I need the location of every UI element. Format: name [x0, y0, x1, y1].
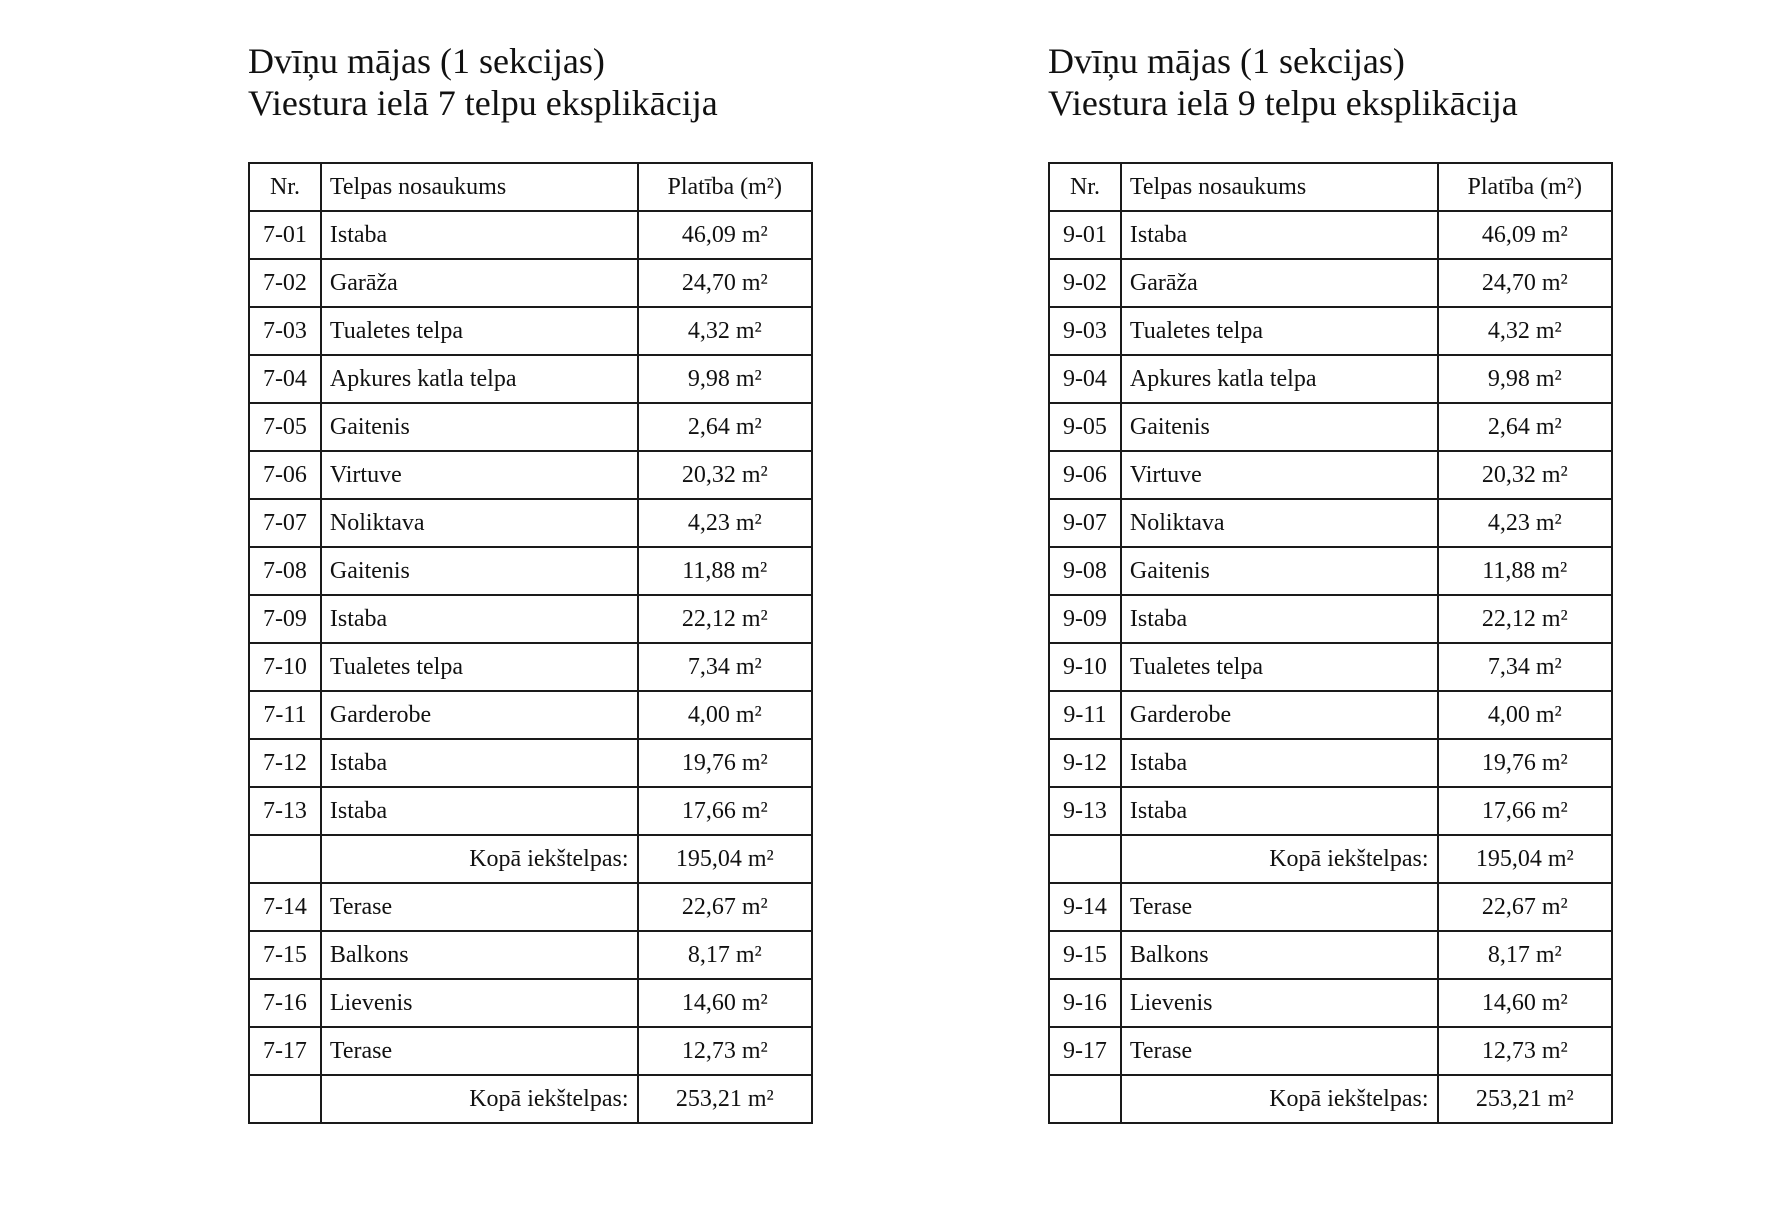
table-row: [249, 739, 812, 787]
room-area-cell: 4,00 m²: [638, 691, 813, 739]
room-name-cell: Tualetes telpa: [1121, 307, 1438, 355]
explication-title: [248, 40, 718, 124]
room-number-cell: 7-05: [249, 403, 321, 451]
table-row: [1049, 883, 1612, 931]
explication-block-house-9: [1048, 40, 1582, 1112]
room-number-cell: 7-01: [249, 211, 321, 259]
room-area-cell: 46,09 m²: [1438, 211, 1613, 259]
room-number-cell: 7-04: [249, 355, 321, 403]
room-name-cell: Terase: [321, 883, 638, 931]
title-line-1: Dvīņu mājas (1 sekcijas): [248, 41, 605, 81]
room-number-cell: 9-17: [1049, 1027, 1121, 1075]
table-row: [249, 307, 812, 355]
room-name-cell: Tualetes telpa: [321, 643, 638, 691]
room-area-cell: 8,17 m²: [1438, 931, 1613, 979]
room-number-cell: 9-16: [1049, 979, 1121, 1027]
table-row: [249, 883, 812, 931]
room-number-cell: 9-12: [1049, 739, 1121, 787]
room-name-cell: Istaba: [1121, 211, 1438, 259]
title-line-1: Dvīņu mājas (1 sekcijas): [1048, 41, 1405, 81]
total-area-cell: 253,21 m²: [1438, 1075, 1613, 1123]
room-number-cell: [249, 1075, 321, 1123]
room-name-cell: Tualetes telpa: [321, 307, 638, 355]
room-number-cell: 9-06: [1049, 451, 1121, 499]
room-name-cell: Istaba: [321, 739, 638, 787]
room-number-cell: 7-12: [249, 739, 321, 787]
room-number-cell: [1049, 835, 1121, 883]
room-area-cell: 4,23 m²: [638, 499, 813, 547]
room-number-cell: 7-08: [249, 547, 321, 595]
room-area-cell: 11,88 m²: [1438, 547, 1613, 595]
column-header-nr: Nr.: [1049, 163, 1121, 211]
room-area-cell: 19,76 m²: [638, 739, 813, 787]
room-number-cell: 7-03: [249, 307, 321, 355]
room-name-cell: Istaba: [321, 787, 638, 835]
room-number-cell: 7-06: [249, 451, 321, 499]
room-number-cell: 7-09: [249, 595, 321, 643]
table-row: [249, 1027, 812, 1075]
column-header-area: Platība (m²): [638, 163, 813, 211]
room-number-cell: 9-05: [1049, 403, 1121, 451]
room-number-cell: 9-02: [1049, 259, 1121, 307]
table-row: [1049, 355, 1612, 403]
table-row: [1049, 931, 1612, 979]
table-row: [1049, 691, 1612, 739]
room-number-cell: 9-15: [1049, 931, 1121, 979]
table-row: [1049, 643, 1612, 691]
title-line-2: Viestura ielā 9 telpu eksplikācija: [1048, 83, 1518, 123]
table-total-row: [1049, 835, 1612, 883]
room-name-cell: Terase: [1121, 883, 1438, 931]
room-name-cell: Terase: [321, 1027, 638, 1075]
table-row: [1049, 1027, 1612, 1075]
total-label-cell: Kopā iekštelpas:: [1121, 835, 1438, 883]
room-name-cell: Istaba: [321, 595, 638, 643]
room-name-cell: Garderobe: [321, 691, 638, 739]
table-row: [1049, 547, 1612, 595]
table-row: [1049, 499, 1612, 547]
room-number-cell: 9-14: [1049, 883, 1121, 931]
room-name-cell: Gaitenis: [321, 547, 638, 595]
room-area-cell: 4,32 m²: [638, 307, 813, 355]
room-name-cell: Garderobe: [1121, 691, 1438, 739]
room-number-cell: 7-17: [249, 1027, 321, 1075]
table-row: [1049, 739, 1612, 787]
room-name-cell: Noliktava: [321, 499, 638, 547]
room-area-cell: 22,12 m²: [638, 595, 813, 643]
room-name-cell: Lievenis: [1121, 979, 1438, 1027]
table-row: [249, 931, 812, 979]
room-area-cell: 7,34 m²: [1438, 643, 1613, 691]
room-area-cell: 22,67 m²: [1438, 883, 1613, 931]
table-total-row: [249, 835, 812, 883]
room-explication-table: [1048, 162, 1613, 1124]
room-name-cell: Istaba: [1121, 739, 1438, 787]
room-name-cell: Istaba: [321, 211, 638, 259]
room-area-cell: 19,76 m²: [1438, 739, 1613, 787]
room-number-cell: 9-07: [1049, 499, 1121, 547]
total-area-cell: 195,04 m²: [1438, 835, 1613, 883]
title-line-2: Viestura ielā 7 telpu eksplikācija: [248, 83, 718, 123]
room-area-cell: 12,73 m²: [1438, 1027, 1613, 1075]
room-area-cell: 20,32 m²: [638, 451, 813, 499]
room-area-cell: 20,32 m²: [1438, 451, 1613, 499]
room-number-cell: 9-08: [1049, 547, 1121, 595]
room-number-cell: 9-01: [1049, 211, 1121, 259]
table-total-row: [249, 1075, 812, 1123]
table-row: [249, 787, 812, 835]
table-row: [249, 595, 812, 643]
room-area-cell: 7,34 m²: [638, 643, 813, 691]
room-area-cell: 22,67 m²: [638, 883, 813, 931]
room-area-cell: 17,66 m²: [638, 787, 813, 835]
room-name-cell: Noliktava: [1121, 499, 1438, 547]
room-area-cell: 24,70 m²: [1438, 259, 1613, 307]
room-area-cell: 11,88 m²: [638, 547, 813, 595]
explication-title: [1048, 40, 1518, 124]
room-area-cell: 4,00 m²: [1438, 691, 1613, 739]
table-row: [1049, 307, 1612, 355]
room-name-cell: Apkures katla telpa: [1121, 355, 1438, 403]
room-number-cell: [1049, 1075, 1121, 1123]
column-header-room-name: Telpas nosaukums: [1121, 163, 1438, 211]
room-name-cell: Lievenis: [321, 979, 638, 1027]
table-row: [1049, 259, 1612, 307]
table-row: [1049, 211, 1612, 259]
room-number-cell: 9-03: [1049, 307, 1121, 355]
table-row: [1049, 595, 1612, 643]
room-name-cell: Garāža: [321, 259, 638, 307]
column-header-room-name: Telpas nosaukums: [321, 163, 638, 211]
table-header-row: [1049, 163, 1612, 211]
room-name-cell: Balkons: [321, 931, 638, 979]
room-number-cell: 7-02: [249, 259, 321, 307]
table-row: [1049, 787, 1612, 835]
room-number-cell: 7-10: [249, 643, 321, 691]
table-row: [249, 547, 812, 595]
room-number-cell: 9-10: [1049, 643, 1121, 691]
room-number-cell: 7-13: [249, 787, 321, 835]
table-row: [1049, 403, 1612, 451]
table-row: [249, 451, 812, 499]
room-area-cell: 14,60 m²: [638, 979, 813, 1027]
room-area-cell: 14,60 m²: [1438, 979, 1613, 1027]
table-row: [249, 259, 812, 307]
column-header-area: Platība (m²): [1438, 163, 1613, 211]
table-row: [249, 979, 812, 1027]
room-number-cell: 7-11: [249, 691, 321, 739]
table-row: [249, 355, 812, 403]
room-name-cell: Istaba: [1121, 595, 1438, 643]
room-area-cell: 9,98 m²: [1438, 355, 1613, 403]
room-number-cell: 7-14: [249, 883, 321, 931]
room-explication-table: [248, 162, 813, 1124]
room-number-cell: 7-07: [249, 499, 321, 547]
room-name-cell: Gaitenis: [1121, 403, 1438, 451]
table-row: [1049, 451, 1612, 499]
room-area-cell: 17,66 m²: [1438, 787, 1613, 835]
table-row: [249, 691, 812, 739]
table-header-row: [249, 163, 812, 211]
room-area-cell: 2,64 m²: [1438, 403, 1613, 451]
room-area-cell: 22,12 m²: [1438, 595, 1613, 643]
room-name-cell: Terase: [1121, 1027, 1438, 1075]
room-area-cell: 8,17 m²: [638, 931, 813, 979]
room-number-cell: 7-15: [249, 931, 321, 979]
room-area-cell: 12,73 m²: [638, 1027, 813, 1075]
room-number-cell: 9-11: [1049, 691, 1121, 739]
room-name-cell: Virtuve: [321, 451, 638, 499]
room-area-cell: 4,32 m²: [1438, 307, 1613, 355]
room-name-cell: Apkures katla telpa: [321, 355, 638, 403]
room-number-cell: [249, 835, 321, 883]
total-area-cell: 195,04 m²: [638, 835, 813, 883]
room-name-cell: Balkons: [1121, 931, 1438, 979]
explication-block-house-7: [248, 40, 782, 1112]
table-total-row: [1049, 1075, 1612, 1123]
room-name-cell: Tualetes telpa: [1121, 643, 1438, 691]
total-label-cell: Kopā iekštelpas:: [1121, 1075, 1438, 1123]
room-name-cell: Istaba: [1121, 787, 1438, 835]
room-area-cell: 4,23 m²: [1438, 499, 1613, 547]
room-number-cell: 9-04: [1049, 355, 1121, 403]
table-row: [249, 643, 812, 691]
room-area-cell: 2,64 m²: [638, 403, 813, 451]
total-label-cell: Kopā iekštelpas:: [321, 1075, 638, 1123]
room-number-cell: 9-13: [1049, 787, 1121, 835]
column-header-nr: Nr.: [249, 163, 321, 211]
room-name-cell: Garāža: [1121, 259, 1438, 307]
room-name-cell: Virtuve: [1121, 451, 1438, 499]
table-row: [1049, 979, 1612, 1027]
room-name-cell: Gaitenis: [321, 403, 638, 451]
total-label-cell: Kopā iekštelpas:: [321, 835, 638, 883]
room-area-cell: 9,98 m²: [638, 355, 813, 403]
room-number-cell: 7-16: [249, 979, 321, 1027]
room-area-cell: 24,70 m²: [638, 259, 813, 307]
room-area-cell: 46,09 m²: [638, 211, 813, 259]
total-area-cell: 253,21 m²: [638, 1075, 813, 1123]
table-row: [249, 403, 812, 451]
table-row: [249, 211, 812, 259]
room-name-cell: Gaitenis: [1121, 547, 1438, 595]
room-number-cell: 9-09: [1049, 595, 1121, 643]
table-row: [249, 499, 812, 547]
